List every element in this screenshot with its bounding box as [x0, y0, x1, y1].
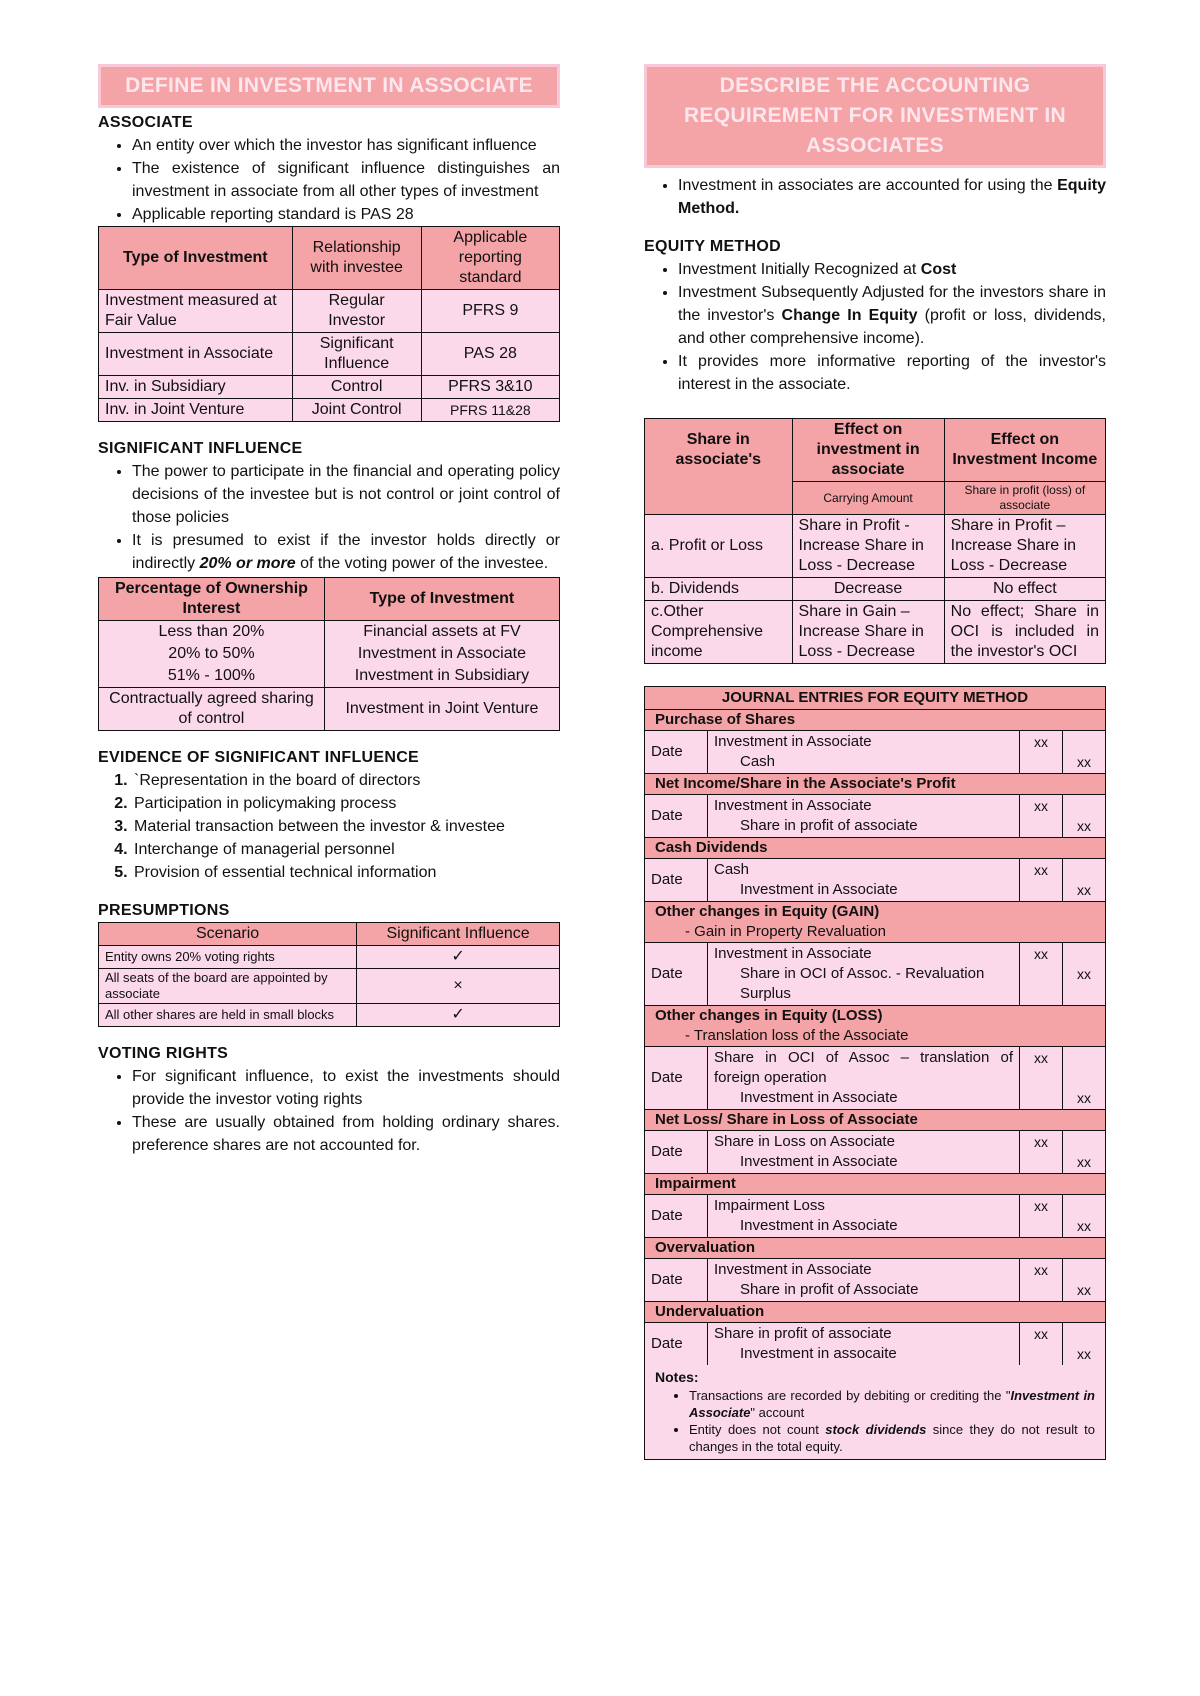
- table-header: Relationship with investee: [292, 227, 421, 290]
- table-cell: PFRS 3&10: [421, 376, 559, 399]
- table-header: Type of Investment: [99, 227, 293, 290]
- table-cell: Investment in Associate: [324, 643, 559, 665]
- list-item: • Investment in associates are accounted for using the Equity Method.: [678, 174, 1106, 220]
- table-row: [99, 946, 560, 969]
- table-header: Share in associate's: [645, 419, 793, 482]
- table-header: Applicable reporting standard: [421, 227, 559, 290]
- table-cell: Investment in Joint Venture: [324, 688, 559, 731]
- table-cell: b. Dividends: [645, 578, 793, 601]
- table-cell: Regular Investor: [292, 290, 421, 333]
- table-subheader: Carrying Amount: [792, 482, 944, 515]
- table-cell: a. Profit or Loss: [645, 515, 793, 578]
- associate-bullets: [98, 134, 560, 226]
- notes-row: [645, 1365, 1106, 1460]
- table-cell: Financial assets at FV: [324, 621, 559, 644]
- cross-icon: ×: [357, 969, 560, 1004]
- journal-entries-table: [644, 686, 1106, 1460]
- table-cell: 51% - 100%: [99, 665, 325, 688]
- table-cell: Entity owns 20% voting rights: [99, 946, 357, 969]
- table-header: Percentage of Ownership Interest: [99, 578, 325, 621]
- table-row: [645, 515, 1106, 578]
- intro-bullets: [644, 174, 1106, 220]
- table-cell: PFRS 9: [421, 290, 559, 333]
- list-item: 1. `Representation in the board of directors: [132, 769, 560, 792]
- table-cell: Decrease: [792, 578, 944, 601]
- list-item: • It provides more informative reporting of the investor's interest in the associate.: [678, 350, 1106, 396]
- table-row: [99, 688, 560, 731]
- table-row: Date Investment in Associate Share in profit of Associate xx xx: [645, 1259, 1106, 1302]
- table-cell: All other shares are held in small blocks: [99, 1004, 357, 1027]
- evidence-list: [98, 769, 560, 884]
- significant-influence-bullets: [98, 460, 560, 575]
- effect-table: [644, 418, 1106, 664]
- table-row: [99, 399, 560, 422]
- table-row: Date Impairment Loss Investment in Associate xx xx: [645, 1195, 1106, 1238]
- table-cell: Inv. in Joint Venture: [99, 399, 293, 422]
- table-header: Effect on Investment Income: [944, 419, 1105, 482]
- presumptions-table: [98, 922, 560, 1027]
- table-cell: Share in Gain – Increase Share in Loss - Decrease: [792, 601, 944, 664]
- table-row: [645, 601, 1106, 664]
- list-item: • The power to participate in the financial and operating policy decisions of the investee but is not control or joint control of those policies: [132, 460, 560, 529]
- table-row: Date Share in Loss on Associate Investment in Associate xx xx: [645, 1131, 1106, 1174]
- evidence-heading: EVIDENCE OF SIGNIFICANT INFLUENCE: [98, 749, 420, 766]
- table-header: Scenario: [99, 923, 357, 946]
- table-cell: Share in Profit - Increase Share in Loss - Decrease: [792, 515, 944, 578]
- table-subheader: Share in profit (loss) of associate: [944, 482, 1105, 515]
- section-undervaluation: Undervaluation: [645, 1302, 1106, 1323]
- list-item: • Investment Subsequently Adjusted for the investors share in the investor's Change In Equity (profit or loss, dividends, and other comprehensive income).: [678, 281, 1106, 350]
- list-item: • Entity does not count stock dividends since they do not result to changes in the total equity.: [689, 1421, 1095, 1455]
- table-cell: Investment measured at Fair Value: [99, 290, 293, 333]
- section-overvaluation: Overvaluation: [645, 1238, 1106, 1259]
- table-header: Type of Investment: [324, 578, 559, 621]
- table-cell: No effect: [944, 578, 1105, 601]
- section-impairment: Impairment: [645, 1174, 1106, 1195]
- table-row: [99, 376, 560, 399]
- journal-title: JOURNAL ENTRIES FOR EQUITY METHOD: [645, 687, 1106, 710]
- ownership-table: [98, 577, 560, 731]
- notes-label: Notes:: [655, 1369, 699, 1385]
- table-row: Date Investment in Associate Cash xx xx: [645, 731, 1106, 774]
- list-item: 5. Provision of essential technical information: [132, 861, 560, 884]
- left-column: [98, 64, 560, 1157]
- table-row: Date Investment in Associate Share in OCI of Assoc. - Revaluation Surplus xx xx: [645, 943, 1106, 1006]
- section-net-income: Net Income/Share in the Associate's Profit: [645, 774, 1106, 795]
- presumptions-heading: PRESUMPTIONS: [98, 902, 230, 919]
- check-icon: ✓: [357, 946, 560, 969]
- section-net-loss: Net Loss/ Share in Loss of Associate: [645, 1110, 1106, 1131]
- section-equity-loss-sub: - Translation loss of the Associate: [645, 1026, 1106, 1047]
- right-banner: DESCRIBE THE ACCOUNTING REQUIREMENT FOR INVESTMENT IN ASSOCIATES: [644, 64, 1106, 168]
- table-row: Date Share in profit of associate Investment in assocaite xx xx: [645, 1323, 1106, 1366]
- table-cell: Less than 20%: [99, 621, 325, 644]
- section-equity-gain-sub: - Gain in Property Revaluation: [645, 922, 1106, 943]
- table-cell: All seats of the board are appointed by associate: [99, 969, 357, 1004]
- list-item: 3. Material transaction between the investor & investee: [132, 815, 560, 838]
- table-cell: Inv. in Subsidiary: [99, 376, 293, 399]
- section-equity-gain: Other changes in Equity (GAIN): [645, 902, 1106, 923]
- table-cell: Control: [292, 376, 421, 399]
- list-item: • These are usually obtained from holding ordinary shares. preference shares are not accounted for.: [132, 1111, 560, 1157]
- voting-rights-heading: VOTING RIGHTS: [98, 1045, 229, 1062]
- table-cell: Joint Control: [292, 399, 421, 422]
- table-cell: Share in Profit – Increase Share in Loss - Decrease: [944, 515, 1105, 578]
- table-row: Date Investment in Associate Share in profit of associate xx xx: [645, 795, 1106, 838]
- notes-list: [655, 1387, 1095, 1455]
- table-row: [99, 333, 560, 376]
- left-banner: DEFINE IN INVESTMENT IN ASSOCIATE: [98, 64, 560, 108]
- list-item: 2. Participation in policymaking process: [132, 792, 560, 815]
- table-row: [99, 665, 560, 688]
- list-item: • An entity over which the investor has significant influence: [132, 134, 560, 157]
- table-row: [99, 621, 560, 644]
- table-header: Effect on investment in associate: [792, 419, 944, 482]
- section-purchase: Purchase of Shares: [645, 710, 1106, 731]
- table-row: Date Share in OCI of Assoc – translation of foreign operation Investment in Associate xx xx: [645, 1047, 1106, 1110]
- table-cell: PFRS 11&28: [421, 399, 559, 422]
- right-column: [644, 64, 1106, 1460]
- list-item: • It is presumed to exist if the investor holds directly or indirectly 20% or more of the voting power of the investee.: [132, 529, 560, 575]
- list-item: • Applicable reporting standard is PAS 28: [132, 203, 560, 226]
- list-item: 4. Interchange of managerial personnel: [132, 838, 560, 861]
- list-item: • For significant influence, to exist the investments should provide the investor voting rights: [132, 1065, 560, 1111]
- table-cell: No effect; Share in OCI is included in the investor's OCI: [944, 601, 1105, 664]
- table-row: [99, 643, 560, 665]
- table-cell: 20% to 50%: [99, 643, 325, 665]
- check-icon: ✓: [357, 1004, 560, 1027]
- section-cash-dividends: Cash Dividends: [645, 838, 1106, 859]
- table-cell: Contractually agreed sharing of control: [99, 688, 325, 731]
- table-header: Significant Influence: [357, 923, 560, 946]
- equity-method-bullets: [644, 258, 1106, 396]
- table-row: Date Cash Investment in Associate xx xx: [645, 859, 1106, 902]
- table-cell: c.Other Comprehensive income: [645, 601, 793, 664]
- investment-types-table: [98, 226, 560, 422]
- equity-method-heading: EQUITY METHOD: [644, 238, 781, 255]
- list-item: • The existence of significant influence distinguishes an investment in associate from all other types of investment: [132, 157, 560, 203]
- table-cell: Investment in Subsidiary: [324, 665, 559, 688]
- associate-heading: ASSOCIATE: [98, 114, 193, 131]
- list-item: • Investment Initially Recognized at Cost: [678, 258, 1106, 281]
- table-cell: PAS 28: [421, 333, 559, 376]
- table-row: [99, 290, 560, 333]
- list-item: • Transactions are recorded by debiting or crediting the "Investment in Associate" account: [689, 1387, 1095, 1421]
- table-row: [645, 578, 1106, 601]
- table-row: [99, 969, 560, 1004]
- table-cell: Significant Influence: [292, 333, 421, 376]
- voting-rights-bullets: [98, 1065, 560, 1157]
- significant-influence-heading: SIGNIFICANT INFLUENCE: [98, 440, 303, 457]
- table-cell: Investment in Associate: [99, 333, 293, 376]
- table-row: [99, 1004, 560, 1027]
- section-equity-loss: Other changes in Equity (LOSS): [645, 1006, 1106, 1027]
